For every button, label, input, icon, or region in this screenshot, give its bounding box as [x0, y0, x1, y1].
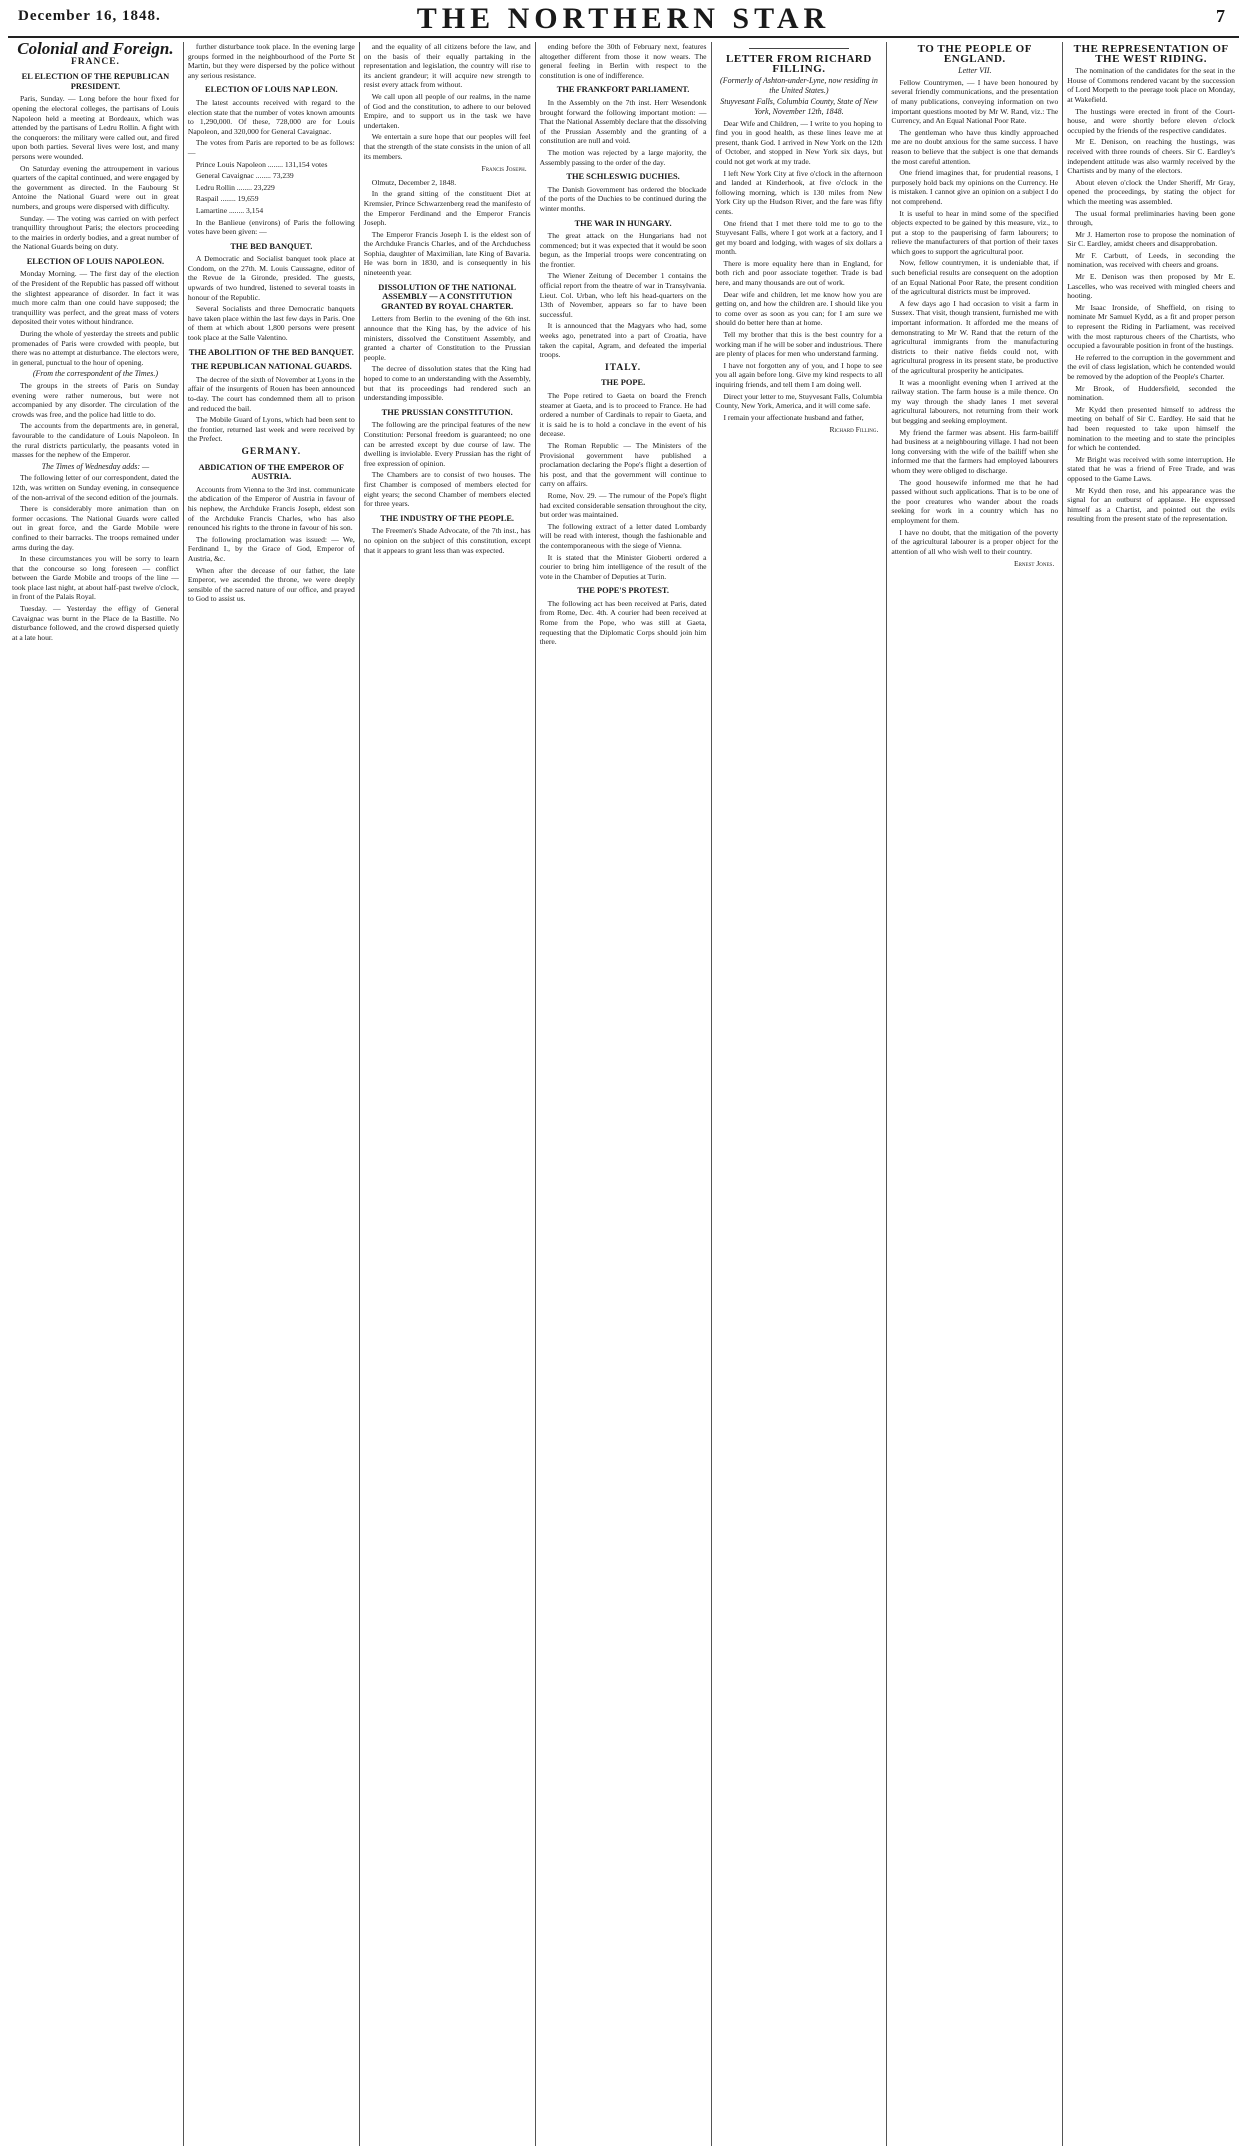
article-heading: THE POPE'S PROTEST. — [577, 586, 669, 596]
paragraph: A Democratic and Socialist banquet took place at Condom, on the 27th. M. Louis Caussagne, editor of the Revue de la Gironde, presided. The guests, upwards of two hundred, listened to several toasts in honour of the Republic. — [187, 254, 355, 302]
paragraph: Paris, Sunday. — Long before the hour fixed for opening the electoral colleges, the partisans of Louis Napoleon held a meeting at Bordeaux, which was attended by the partisans of Ledru Rollin. A fight with the conquerors: the military were called out, and fired upon both parties. Several lives were lost, and many persons were wounded. — [12, 94, 179, 161]
paragraph: The following letter of our correspondent, dated the 12th, was written on Sunday evening, in consequence of the non-arrival of the second edition of the journals. — [12, 473, 179, 502]
paragraph: The votes from Paris are reported to be as follows: — — [187, 138, 355, 157]
paragraph: In these circumstances you will be sorry to learn that the concourse so long foreseen — conflict between the Garde Mobile and troops of the line — took place last night, at about half-past twelve o'clock, in front of the Palais Royal. — [12, 554, 179, 602]
paragraph: The Freemen's Shade Advocate, of the 7th inst., has no opinion on the subject of this constitution, except that it appears to grant less than was expected. — [363, 526, 531, 555]
paragraph: The Emperor Francis Joseph I. is the eldest son of the Archduke Francis Charles, and of the Archduchess Sophia, daughter of Maximilian, late King of Bavaria. He was born in 1830, and is consequently in his nineteenth year. — [363, 229, 531, 278]
paragraph: Several Socialists and three Democratic banquets have taken place within the last few days in Paris. One of them at which about 1,800 persons were present took place at the Salle Valentino. — [187, 304, 355, 343]
column-5 — [712, 42, 888, 2146]
paragraph: Mr Kydd then rose, and his appearance was the signal for an outburst of applause. He expressed himself as a Chartist, and pointed out the evils resulting from the present state of the representation. — [1067, 485, 1235, 524]
signature: Francis Joseph. — [481, 164, 527, 174]
column-6 — [887, 42, 1063, 2146]
paragraph: The Pope retired to Gaeta on board the French steamer at Gaeta, and is to proceed to France. He had ordered a number of Cardinals to repair to Gaeta, and it is said he is to hold a conclave in the event of his decease. — [539, 391, 707, 439]
article-heading: THE SCHLESWIG DUCHIES. — [566, 172, 680, 182]
paragraph: The Wiener Zeitung of December 1 contains the official report from the theatre of war in Transylvania. Lieut. Col. Urban, who left his head-quarters on the 13th of November, appears so far to have been successful. — [539, 271, 707, 319]
paragraph: My friend the farmer was absent. His farm-bailiff had business at a neighbouring village. I had not been long conversing with the wife of the bailiff when she informed me that the farmers had employed labourers whom they were obliged to discharge. — [891, 427, 1059, 475]
paragraph: There is considerably more animation than on former occasions. The National Guards were called out in great force, and the Garde Mobile were confined to their barracks. The troops remained under arms during the day. — [12, 504, 179, 552]
article-heading: ELECTION OF LOUIS NAP LEON. — [205, 85, 338, 95]
paragraph: Monday Morning. — The first day of the election of the President of the Republic has passed off without the slightest appearance of disorder. In fact it was much more calm than one could have supposed; the tranquillity was perfect, and the great mass of voters deposited their votes without hindrance. — [12, 269, 179, 327]
article-heading: THE PRUSSIAN CONSTITUTION. — [381, 407, 513, 417]
paragraph: Mr E. Denison was then proposed by Mr E. Lascelles, who was received with mingled cheers and hooting. — [1067, 272, 1235, 301]
paragraph: The hustings were erected in front of the Court-house, and were shortly before eleven o'clock occupied by the friends of the respective candidates. — [1067, 106, 1235, 135]
paragraph: During the whole of yesterday the streets and public promenades of Paris were crowded with people, but there was no attempt at disturbance. The electors were, in general, punctual to the hour of opening. — [12, 329, 179, 367]
article-heading: THE FRANKFORT PARLIAMENT. — [556, 85, 690, 95]
subsection-italy: ITALY. — [605, 362, 642, 373]
signature: Ernest Jones. — [1013, 559, 1055, 569]
article-heading: THE REPUBLICAN NATIONAL GUARDS. — [190, 362, 352, 372]
paragraph: We call upon all people of our realms, in the name of God and the constitution, to adhere to our beloved Empire, and to support us in the task we have undertaken. — [363, 91, 531, 130]
paragraph: The Danish Government has ordered the blockade of the ports of the Duchies to be continued during the winter months. — [539, 184, 707, 213]
divider-rule — [749, 48, 849, 49]
newspaper-columns — [8, 42, 1239, 2146]
article-heading: ELECTION OF LOUIS NAPOLEON. — [26, 256, 165, 266]
paragraph: The following proclamation was issued: — We, Ferdinand I., by the Grace of God, Emperor of Austria, &c. — [187, 534, 355, 563]
article-heading: ABDICATION OF THE EMPEROR OF AUSTRIA. — [198, 462, 345, 482]
paragraph: Fellow Countrymen, — I have been honoured by several friendly communications, and the presentation of many publications, conveying information on two important questions mooted by Mr W. Rand, viz.: The Currency, and An Equal National Poor Rate. — [891, 77, 1059, 126]
vote-line: Lamartine ........ 3,154 — [195, 205, 264, 215]
article-heading: THE ABOLITION OF THE BED BANQUET. — [188, 347, 354, 357]
paragraph: The following extract of a letter dated Lombardy will be read with interest, though the fashionable and the contemporaneous with the siege of Vienna. — [539, 521, 707, 550]
column-4 — [536, 42, 712, 2146]
paragraph: Accounts from Vienna to the 3rd inst. communicate the abdication of the Emperor of Austria in favour of his nephew, the Archduke Francis Joseph, eldest son of the Archduke Francis Charles, who has also renounced his rights to the throne in favour of his son. — [187, 484, 355, 533]
paragraph: The decree of the sixth of November at Lyons in the affair of the insurgents of Rouen has been announced to-day. The court has condemned them all to prison and reduced the bail. — [187, 374, 355, 413]
column-3 — [360, 42, 536, 2146]
paragraph: The Roman Republic — The Ministers of the Provisional government have published a proclamation declaring the Pope's flight a desertion of his post, and that the government will continue to carry on affairs. — [539, 440, 707, 489]
paragraph: The following act has been received at Paris, dated from Rome, Dec. 4th. A courier had been received at Rome from the Pope, who was still at Gaeta, requesting that the Diplomatic Corps should join him there. — [539, 598, 707, 647]
article-heading: EL ELECTION OF THE REPUBLICAN PRESIDENT. — [21, 72, 170, 91]
paragraph: Letters from Berlin to the evening of the 6th inst. announce that the King has, by the advice of his ministers, dissolved the Constituent Assembly, and granted a charter of Constitution to the Prussian people. — [363, 314, 531, 362]
paragraph: He referred to the corruption in the government and the evil of class legislation, which he contended would be removed by the adoption of the People's Charter. — [1067, 352, 1235, 381]
paragraph: Mr Kydd then presented himself to address the meeting on behalf of Sir C. Eardley. He said that he had been requested to take upon himself the nomination to the meeting and to state the principles for which he contended. — [1067, 404, 1235, 453]
letter-place: Stuyvesant Falls, Columbia County, State of New York, November 12th, 1848. — [720, 97, 878, 116]
paragraph: Mr Isaac Ironside, of Sheffield, on rising to nominate Mr Samuel Kydd, as a fit and proper person to represent the Riding in Parliament, was received with the most rapturous cheers of the Chartists, who occupied a favourable position in front of the hustings. — [1067, 302, 1235, 351]
paragraph: Dear Wife and Children, — I write to you hoping to find you in good health, as these lines leave me at present, thank God. I arrived in New York on the 12th of October, and stopped in New York six days, but could not get work at my trade. — [715, 118, 883, 166]
article-heading: THE INDUSTRY OF THE PEOPLE. — [380, 513, 515, 523]
letter-subheading: (Formerly of Ashton-under-Lyne, now residing in the United States.) — [720, 76, 878, 95]
paragraph: Mr E. Denison, on reaching the hustings, was received with three rounds of cheers. Sir C. Eardley's independent attitude was also warmly received by the Chartists and by many of the electors. — [1067, 137, 1235, 176]
article-heading: THE POPE. — [600, 378, 646, 388]
paragraph: It is announced that the Magyars who had, some weeks ago, penetrated into a part of Croatia, have taken the capital, Agram, and defeated the imperial troops. — [539, 321, 707, 360]
paragraph: A few days ago I had occasion to visit a farm in Sussex. That visit, though transient, furnished me with important information. It afforded me the means of demonstrating to Mr W. Rand that the return of the agricultural immigrants from the manufacturing districts to their native fields could not, with agricultural progress in its present state, be productive of the agricultural prosperity he anticipates. — [891, 298, 1059, 375]
paragraph: It is stated that the Minister Gioberti ordered a courier to bring him intelligence of the result of the vote in the Chamber of Deputies at Turin. — [539, 552, 707, 581]
column-7 — [1063, 42, 1239, 2146]
paragraph: One friend imagines that, for prudential reasons, I purposely hold back my opinions on the Currency. He is mistaken. I cannot give an opinion on a subject I do not comprehend. — [891, 168, 1059, 206]
newspaper-title: THE NORTHERN STAR — [416, 2, 831, 35]
paragraph: The latest accounts received with regard to the election state that the number of votes known amounts to 1,290,000. Of these, 728,000 are for Louis Napoleon, and 320,000 for General Cavaignac. — [187, 97, 355, 136]
paragraph: About eleven o'clock the Under Sheriff, Mr Gray, opened the proceedings, by stating the object for which the meeting was assembled. — [1067, 177, 1235, 206]
paragraph: further disturbance took place. In the evening large groups formed in the neighbourhood of the Porte St Martin, but they were dispersed by the police without any serious resistance. — [187, 42, 355, 80]
article-heading: THE BED BANQUET. — [230, 241, 313, 251]
subsection-france: FRANCE. — [70, 56, 120, 67]
paragraph: The motion was rejected by a large majority, the Assembly passing to the order of the day. — [539, 147, 707, 167]
paragraph: Rome, Nov. 29. — The rumour of the Pope's flight had excited considerable sensation throughout the city, but order was maintained. — [539, 490, 707, 520]
masthead — [0, 0, 1247, 34]
paragraph: Dear wife and children, let me know how you are getting on, and how the children are. I should like you to come over as soon as you can; for I am sure we should do better here than at home. — [715, 289, 883, 328]
paragraph: The Mobile Guard of Lyons, which had been sent to the frontier, returned last week and were received by the Prefect. — [187, 415, 355, 444]
paragraph: I have not forgotten any of you, and I hope to see you all again before long. Give my kind respects to all inquiring friends, and tell them I am doing well. — [715, 360, 883, 389]
article-heading: DISSOLUTION OF THE NATIONAL ASSEMBLY — A CONSTITUTION GRANTED BY ROYAL CHARTER. — [378, 282, 517, 311]
paragraph: and the equality of all citizens before the law, and on the basis of their equally partaking in the representation and legislation, the country will rise to its ancient grandeur; it will acquire new strength to resist every attack from without. — [363, 42, 531, 90]
paragraph: On Saturday evening the attroupement in various quarters of the capital continued, and were engaged by the government as directed. In the Faubourg St Antoine the National Guard were out in great numbers, and groups were dispersed with difficulty. — [12, 163, 179, 211]
paragraph: I left New York City at five o'clock in the afternoon and landed at Kinderhook, at five o'clock in the following morning, which is 130 miles from New York City up the Hudson River, and the fare was fifty cents. — [715, 168, 883, 216]
paragraph: It was a moonlight evening when I arrived at the railway station. The farm house is a mile thence. On my way through the shady lanes I met several agricultural labourers, not returning from their work but begging and seeking employment. — [891, 377, 1059, 425]
paragraph: The accounts from the departments are, in general, favourable to the candidature of Louis Napoleon. In the rural districts particularly, the peasants voted in masses for the nephew of the Emperor. — [12, 421, 179, 460]
paragraph: The gentleman who have thus kindly approached me are no doubt anxious for the same success. I have reason to believe that the subject is one that demands the most careful attention. — [891, 127, 1059, 166]
paragraph: We entertain a sure hope that our peoples will feel that the strength of the state consists in the union of all its members. — [363, 132, 531, 161]
paragraph: In the Assembly on the 7th inst. Herr Wesendonk brought forward the following important motion: — That the National Assembly declare that the dissolving of the Prussian Assembly and the granting of a constitution are null and void. — [539, 97, 707, 146]
subsection-germany: GERMANY. — [241, 446, 302, 457]
paragraph: The decree of dissolution states that the King had hoped to come to an understanding with the Assembly, but that its proceedings had rendered such an understanding impossible. — [363, 364, 531, 403]
paragraph: The great attack on the Hungarians had not commenced; but it was expected that it would be soon begun, as the Imperial troops were concentrating on the frontier. — [539, 231, 707, 269]
page-number: 7 — [1216, 6, 1225, 26]
letter-heading: LETTER FROM RICHARD FILLING. — [726, 53, 872, 75]
paragraph: In the Banlieue (environs) of Paris the following votes have been given: — — [187, 217, 355, 237]
paragraph: When after the decease of our father, the late Emperor, we ascended the throne, we were deeply sensible of the sacred nature of our office, and prayed to God to assist us. — [187, 565, 355, 604]
paragraph: Sunday. — The voting was carried on with perfect tranquillity throughout Paris; the electors proceeding to the mairies in orderly bodies, and a great number of the National Guards being on duty. — [12, 213, 179, 252]
paragraph: The groups in the streets of Paris on Sunday evening were rather numerous, but were not accompanied by any disorder. The circulation of the crowds was free, and the police had little to do. — [12, 381, 179, 419]
paragraph: Now, fellow countrymen, it is undeniable that, if such beneficial results are consequent on the adoption of an Equal National Poor Rate, the present condition of the agricultural districts must be improved. — [891, 258, 1059, 297]
article-heading: THE WAR IN HUNGARY. — [574, 218, 672, 228]
vote-line: Raspail ........ 19,659 — [195, 194, 259, 204]
paragraph: One friend that I met there told me to go to the Stuyvesant Falls, where I got work at a factory, and I get my board and lodging, with wages of six dollars a month. — [715, 218, 883, 257]
issue-date: December 16, 1848. — [18, 8, 161, 24]
paragraph: I remain your affectionate husband and father, — [723, 412, 864, 422]
source-note: (From the correspondent of the Times.) — [32, 369, 159, 379]
column-2 — [184, 42, 360, 2146]
signature: Richard Filling. — [829, 425, 879, 435]
paragraph: The following are the principal features of the new Constitution: Personal freedom is guaranteed; no one can be arrested except by due course of law. The dwelling is inviolable. Every Prussian has the right of free expression of opinion. — [363, 420, 531, 468]
paragraph: It is useful to hear in mind some of the specified objects expected to be gained by this measure, viz., to put a stop to the pauperising of farm labourers; to relieve the manufacturers of that portion of their taxes which goes to support the agricultural poor. — [891, 208, 1059, 256]
paragraph: The usual formal preliminaries having been gone through, — [1067, 208, 1235, 228]
paragraph: Tell my brother that this is the best country for a working man if he will be sober and industrious. There are plenty of places for men who understand farming. — [715, 330, 883, 359]
paragraph: Olmutz, December 2, 1848. — [371, 177, 457, 187]
paragraph: There is more equality here than in England, for both rich and poor associate together. Trade is bad here, and many thousands are out of work. — [715, 258, 883, 288]
paragraph: The Chambers are to consist of two houses. The first Chamber is composed of members elected for eight years; the second Chamber of members elected for three years. — [363, 470, 531, 509]
paragraph: Mr Bright was received with some interruption. He stated that he was a friend of Free Trade, and was opposed to the Game Laws. — [1067, 454, 1235, 483]
paragraph: The good housewife informed me that he had passed without such applications. That is to be one of the poor creatures who wander about the roads seeking for work in a country which has no employment for them. — [891, 477, 1059, 525]
vote-line: Ledru Rollin ........ 23,229 — [195, 182, 275, 192]
letter-number: Letter VII. — [958, 66, 992, 76]
paragraph: Direct your letter to me, Stuyvesant Falls, Columbia County, New York, America, and it will come safe. — [715, 391, 883, 411]
paragraph: Mr J. Hamerton rose to propose the nomination of Sir C. Eardley, amidst cheers and disapprobation. — [1067, 229, 1235, 249]
section-title: Colonial and Foreign. — [17, 42, 174, 58]
paragraph: I have no doubt, that the mitigation of the poverty of the agricultural labourer is a proper object for the attention of all who wish well to their country. — [891, 527, 1059, 556]
source-note: The Times of Wednesday adds: — — [41, 461, 150, 471]
article-heading: THE REPRESENTATION OF THE WEST RIDING. — [1073, 43, 1229, 65]
paragraph: In the grand sitting of the constituent Diet at Kremsier, Prince Schwarzenberg read the manifesto of the Emperor Ferdinand and the Emperor Francis Joseph. — [363, 189, 531, 228]
vote-line: General Cavaignac ........ 73,239 — [195, 171, 294, 181]
vote-line: Prince Louis Napoleon ........ 131,154 votes — [195, 159, 328, 169]
masthead-rule — [8, 36, 1239, 38]
paragraph: The nomination of the candidates for the seat in the House of Commons rendered vacant by the succession of Lord Morpeth to the peerage took place on Monday, at Wakefield. — [1067, 66, 1235, 104]
paragraph: Tuesday. — Yesterday the effigy of General Cavaignac was burnt in the Place de la Bastille. No disturbance followed, and the crowd dispersed quietly at a late hour. — [12, 604, 179, 642]
paragraph: Mr F. Carbutt, of Leeds, in seconding the nomination, was received with cheers and groans. — [1067, 250, 1235, 270]
letter-heading: TO THE PEOPLE OF ENGLAND. — [917, 43, 1032, 65]
column-1 — [8, 42, 184, 2146]
paragraph: Mr Brook, of Huddersfield, seconded the nomination. — [1067, 383, 1235, 403]
paragraph: ending before the 30th of February next, features altogether different from those it now wears. The general feeling in Berlin with respect to the constitution is one of indifference. — [539, 42, 707, 80]
